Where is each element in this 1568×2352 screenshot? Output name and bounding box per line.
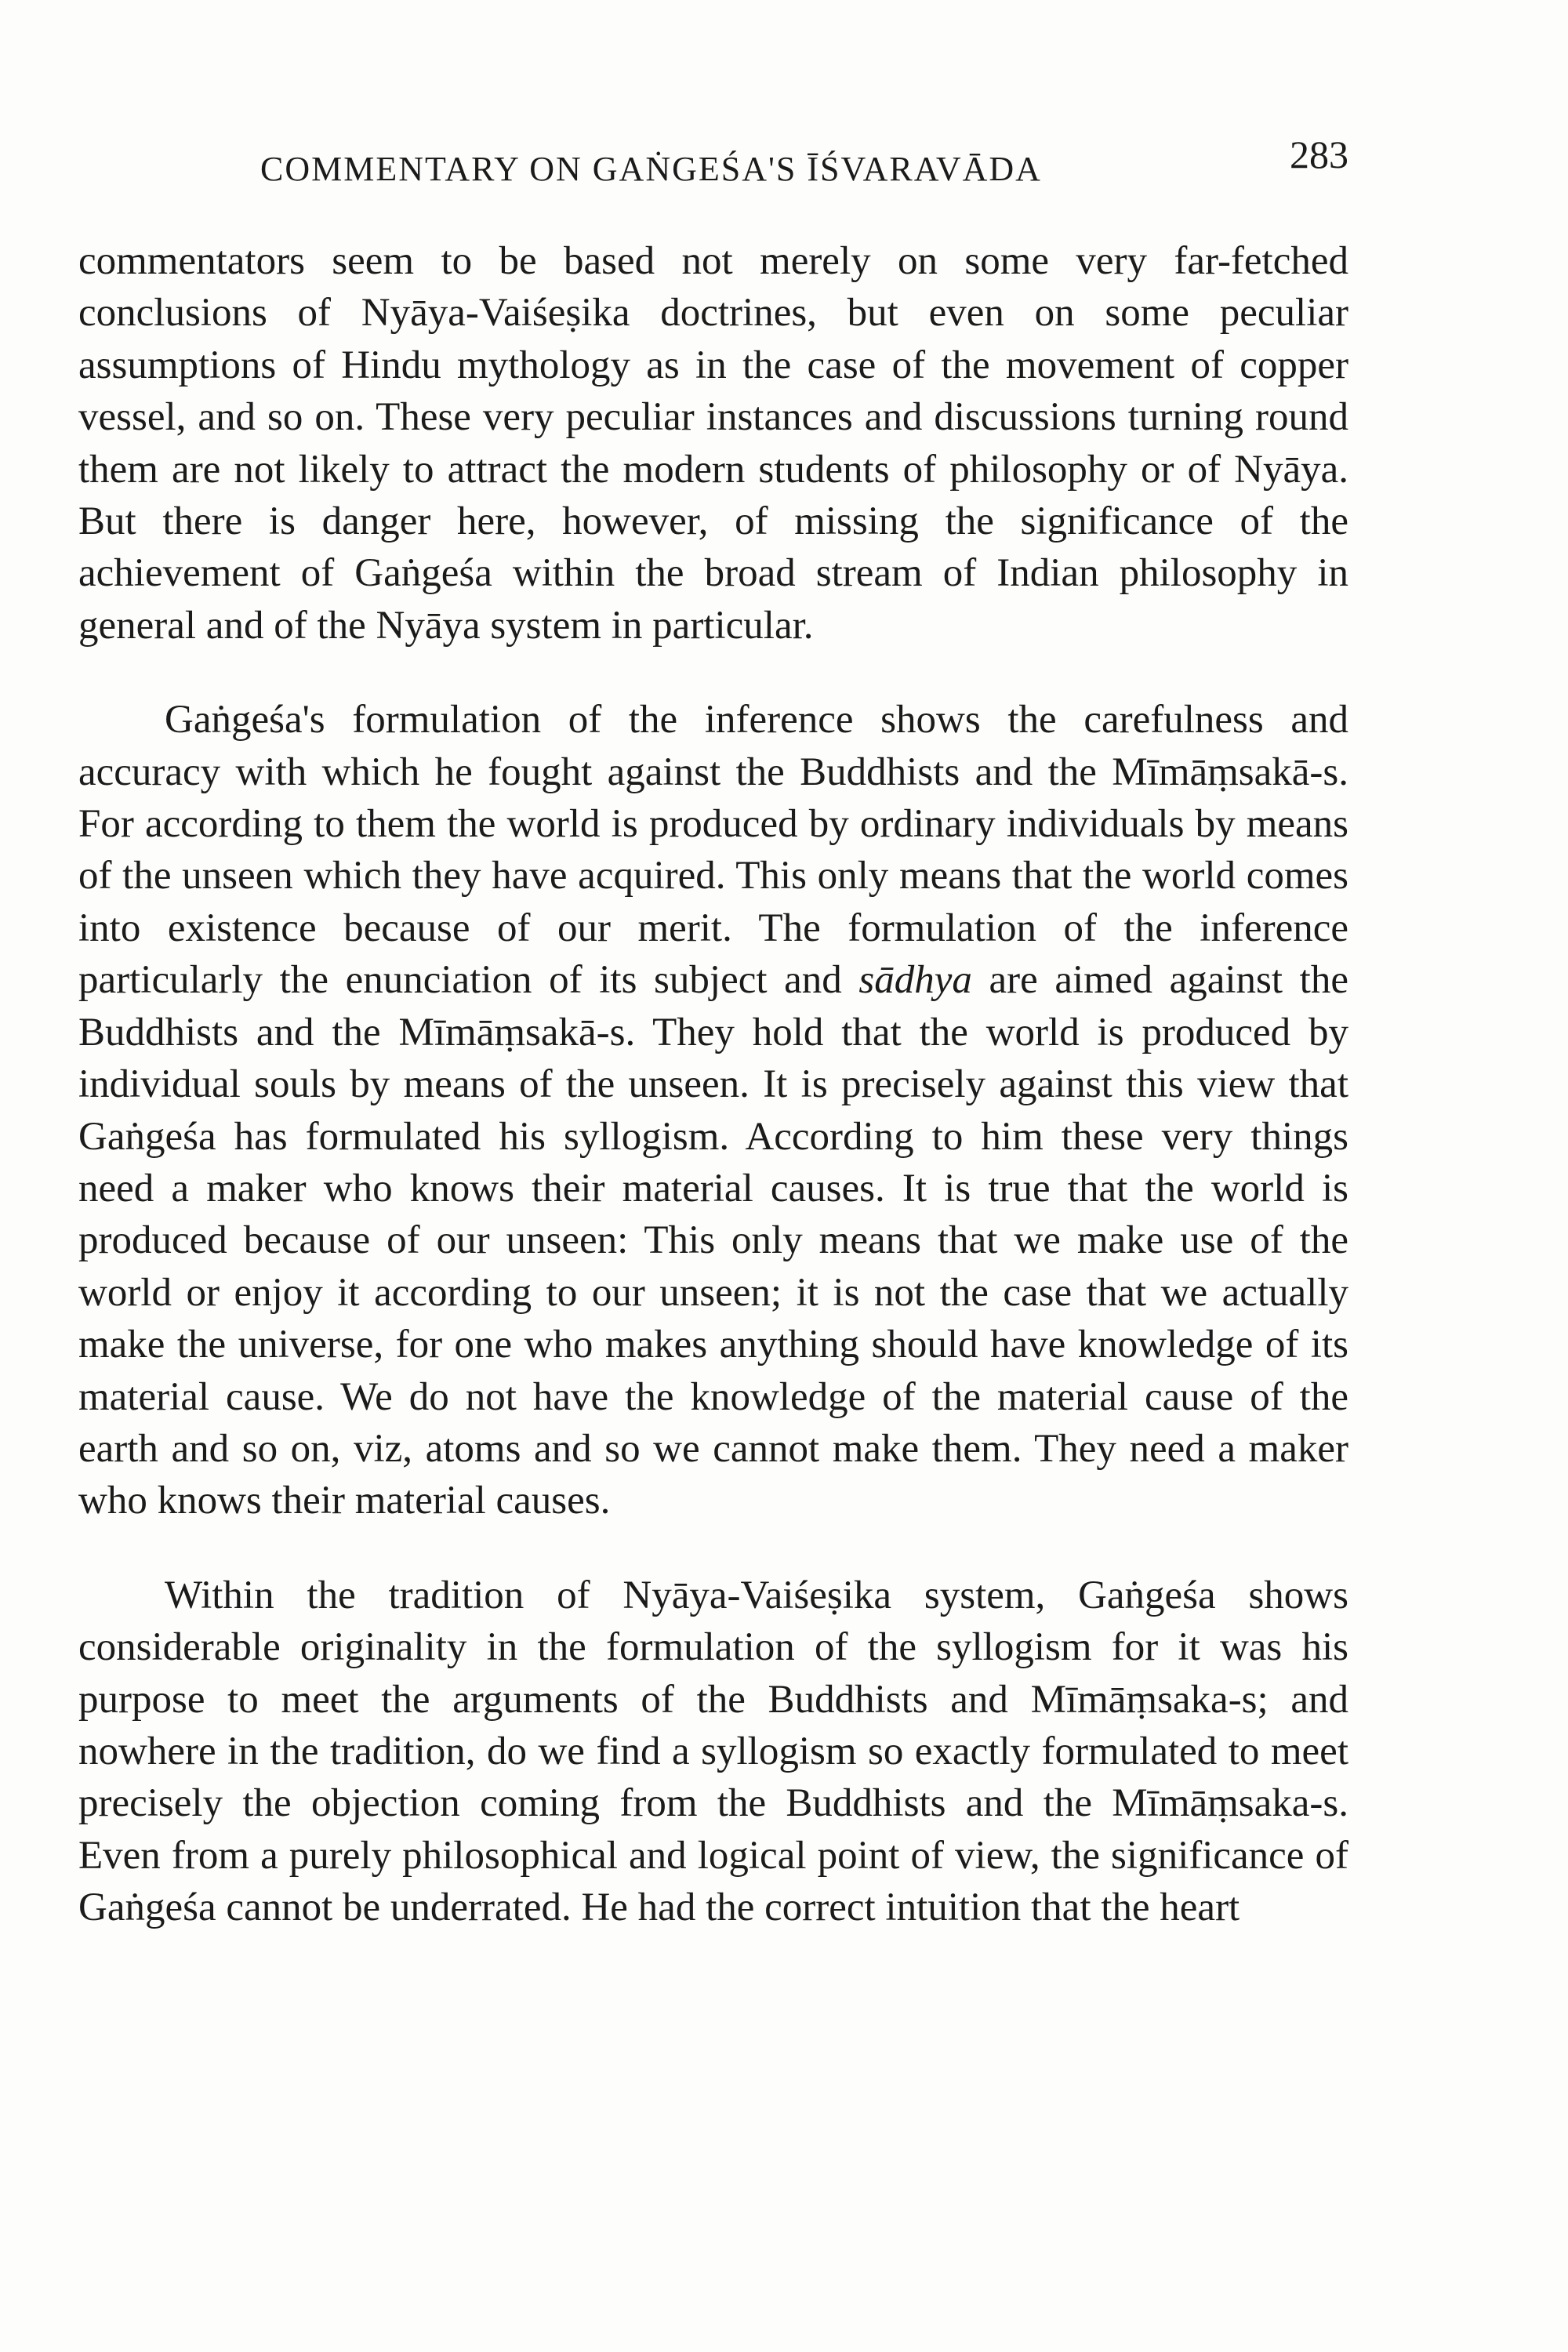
paragraph-3: Within the tradition of Nyāya-Vaiśeṣika system, Gaṅgeśa shows considerable originality in the formulation of the syllogism for it was his purpose to meet the arguments of the Buddhists and Mīmāṃsaka-s; and nowhere in the tradition, do we find a syllogism so exactly formulated to meet precisely the objection coming from the Buddhists and the Mīmāṃsaka-s. Even from a purely philosophical and logical point of view, the significance of Gaṅgeśa cannot be underrated. He had the correct intuition that the heart bbox=[78, 1573, 1348, 1930]
running-head: COMMENTARY ON GAṄGEŚA'S ĪŚVARAVĀDA bbox=[260, 150, 1042, 188]
sadhya-term: sādhya bbox=[858, 958, 972, 1003]
page-number: 283 bbox=[1290, 132, 1348, 176]
paragraph-2-part-2: are aimed against the Buddhists and the Mīmāṃsakā-s. They hold that the world is produced by individual souls by means of the unseen. It is precisely against this view that Gaṅgeśa has formulated his syllogism. According to him these very things need a maker who knows their material causes. It is true that the world is produced because of our unseen: This only means that we make use of the world or enjoy it according to our unseen; it is not the case that we actually make the universe, for one who makes anything should have knowledge of its material cause. We do not have the knowledge of the material cause of the earth and so on, viz, atoms and so we cannot make them. They need a maker who knows their material causes. bbox=[78, 958, 1348, 1523]
paragraph-1: commentators seem to be based not merely on some very far-fetched conclusions of Nyāya-Vaiśeṣika doctrines, but even on some peculiar assumptions of Hindu mythology as in the case of the movement of copper vessel, and so on. These very peculiar instances and discussions turning round them are not likely to attract the modern students of philosophy or of Nyāya. But there is danger here, however, of missing the significance of the achievement of Gaṅgeśa within the broad stream of Indian philosophy in general and of the Nyāya system in particular. bbox=[78, 239, 1348, 648]
paragraph-2-part-1: Gaṅgeśa's formulation of the inference shows the carefulness and accuracy with which he fought against the Buddhists and the Mīmāṃsakā-s. For according to them the world is produced by ordinary individuals by means of the unseen which they have acquired. This only means that the world comes into existence because of our merit. The formulation of the inference particularly the enunciation of its subject and bbox=[78, 698, 1348, 1003]
page-header bbox=[235, 132, 1348, 202]
paragraph-2 bbox=[78, 694, 1348, 1527]
body-text bbox=[78, 235, 1348, 1934]
